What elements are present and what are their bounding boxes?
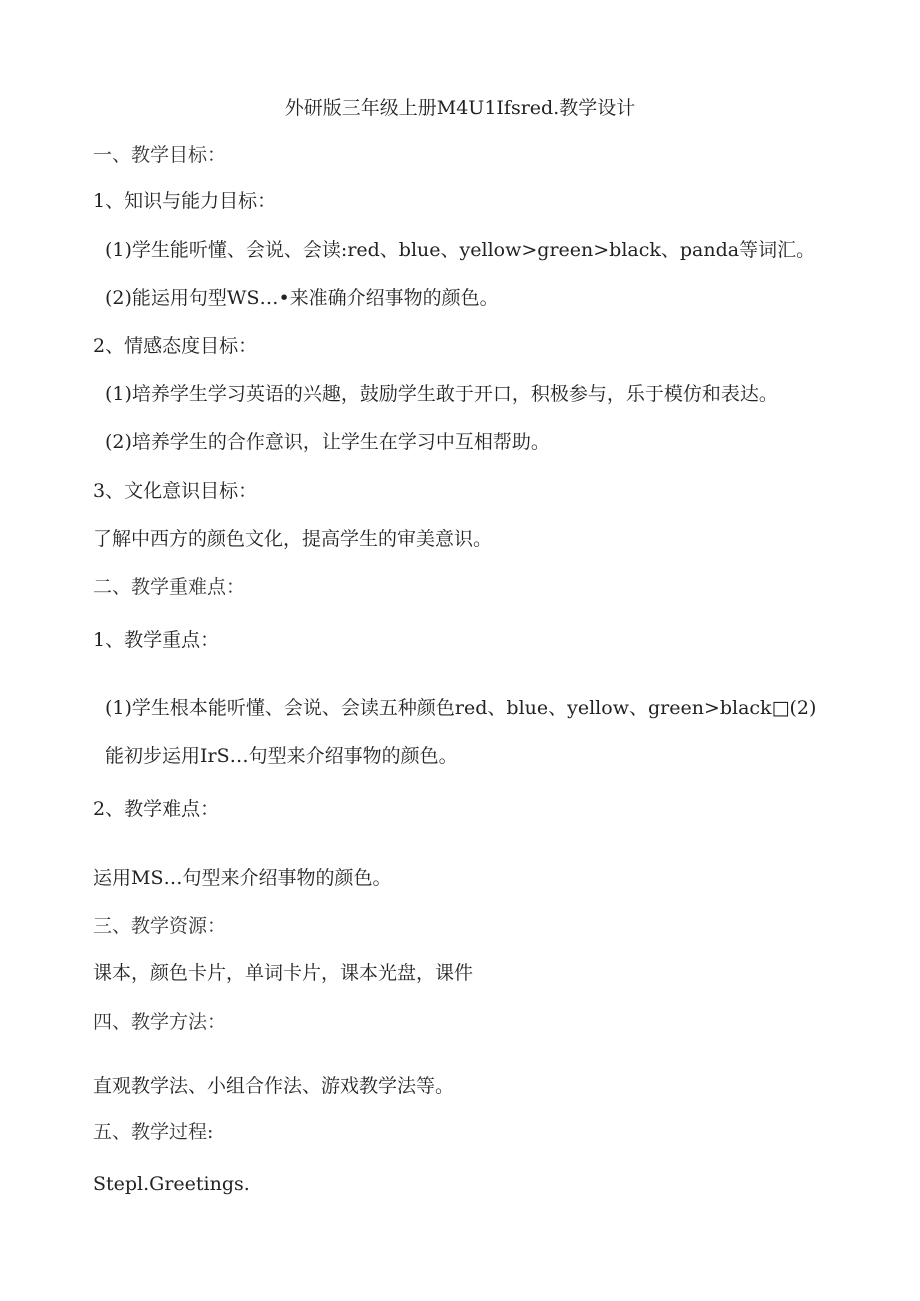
subheading-culture: 3、文化意识目标： [93,480,258,502]
paragraph-line: (1)培养学生学习英语的兴趣，鼓励学生敢于开口，积极参与，乐于模仿和表达。 [105,383,778,405]
paragraph-line: 直观教学法、小组合作法、游戏教学法等。 [93,1075,455,1097]
paragraph-line: (2)培养学生的合作意识，让学生在学习中互相帮助。 [105,431,550,453]
paragraph-line: 运用MS…句型来介绍事物的颜色。 [93,867,392,889]
paragraph-line: (1)学生能听懂、会说、会读:red、blue、yellow>green>black、panda等词汇。 [105,239,816,261]
subheading-focus: 1、教学重点： [93,629,220,651]
section-heading-key-points: 二、教学重难点： [93,576,246,598]
paragraph-line: 课本，颜色卡片，单词卡片，课本光盘，课件 [93,962,474,984]
section-heading-process: 五、教学过程: [93,1121,214,1143]
paragraph-line: 了解中西方的颜色文化，提高学生的审美意识。 [93,528,493,550]
document-title: 外研版三年级上册M4U1Ifsred.教学设计 [284,97,636,119]
paragraph-line: (1)学生根本能听懂、会说、会读五种颜色red、blue、yellow、green>black□(2) [105,697,817,719]
section-heading-methods: 四、教学方法： [93,1011,227,1033]
paragraph-line: (2)能运用句型WS…•来准确介绍事物的颜色。 [105,287,499,309]
step-heading: Stepl.Greetings. [93,1173,250,1195]
paragraph-line: 能初步运用IrS…句型来介绍事物的颜色。 [105,745,458,767]
subheading-attitude: 2、情感态度目标： [93,335,258,357]
section-heading-objectives: 一、教学目标： [93,144,227,166]
subheading-knowledge: 1、知识与能力目标： [93,190,277,212]
section-heading-resources: 三、教学资源： [93,915,227,937]
subheading-difficulty: 2、教学难点： [93,798,220,820]
